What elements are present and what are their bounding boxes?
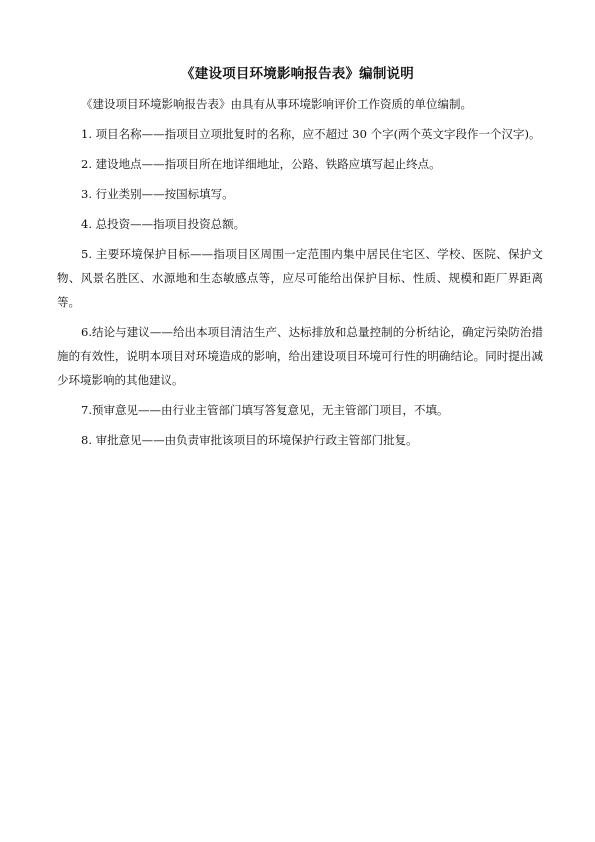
item-preliminary-review: 7.预审意见——由行业主管部门填写答复意见，无主管部门项目，不填。 [81, 403, 449, 417]
item-approval-opinion: 8. 审批意见——由负责审批该项目的环境保护行政主管部门批复。 [81, 433, 418, 447]
item-protection-targets: 5. 主要环境保护目标——指项目区周围一定范围内集中居民住宅区、学校、医院、保护文物、风景名胜区、水源地和生态敏感点等，应尽可能给出保护目标、性质、规模和距厂界距离等。 [57, 247, 543, 309]
item-project-name: 1. 项目名称——指项目立项批复时的名称，应不超过 30 个字(两个英文字段作一个汉字)。 [81, 127, 541, 141]
item-conclusions: 6.结论与建议——给出本项目清洁生产、达标排放和总量控制的分析结论，确定污染防治措施的有效性，说明本项目对环境造成的影响，给出建设项目环境可行性的明确结论。同时提出减少环境影响的其他建议。 [57, 325, 543, 387]
document-body [57, 92, 543, 458]
item-total-investment: 4. 总投资——指项目投资总额。 [81, 217, 246, 231]
item-industry-category: 3. 行业类别——按国标填写。 [81, 187, 234, 201]
intro-paragraph: 《建设项目环境影响报告表》由具有从事环境影响评价工作资质的单位编制。 [81, 97, 472, 111]
item-construction-site: 2. 建设地点——指项目所在地详细地址，公路、铁路应填写起止终点。 [81, 157, 441, 171]
document-title: 《建设项目环境影响报告表》编制说明 [181, 66, 414, 82]
